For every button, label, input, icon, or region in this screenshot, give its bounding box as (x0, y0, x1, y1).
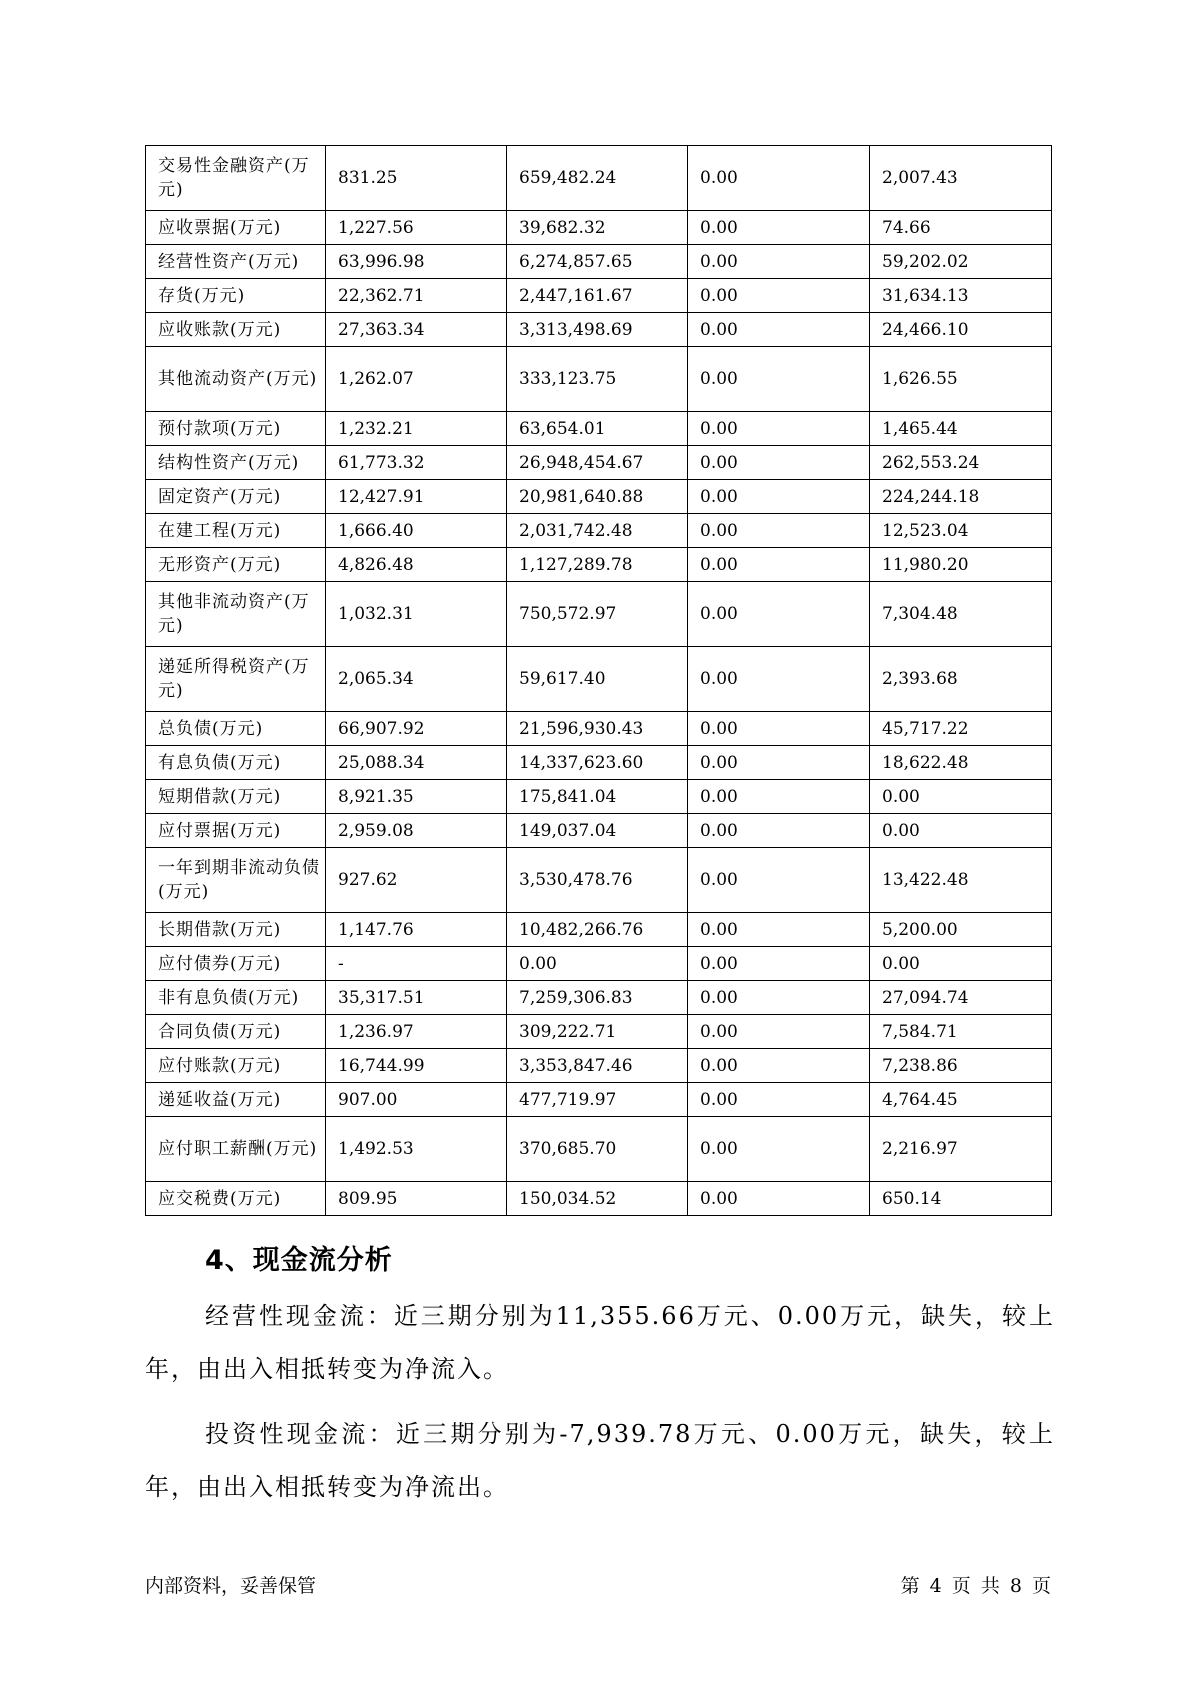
table-row (146, 514, 1052, 548)
value-cell: 907.00 (326, 1083, 507, 1117)
row-label-cell: 长期借款(万元) (146, 913, 326, 947)
value-cell: 0.00 (688, 514, 870, 548)
section-heading: 4、现金流分析 (205, 1245, 393, 1276)
value-cell: 370,685.70 (507, 1117, 688, 1182)
row-label-cell: 有息负债(万元) (146, 746, 326, 780)
value-cell: 11,980.20 (870, 548, 1052, 582)
value-cell: 1,227.56 (326, 211, 507, 245)
value-cell: 2,393.68 (870, 647, 1052, 712)
value-cell: 66,907.92 (326, 712, 507, 746)
value-cell: 1,626.55 (870, 347, 1052, 412)
value-cell: 25,088.34 (326, 746, 507, 780)
table-row (146, 480, 1052, 514)
value-cell: 3,353,847.46 (507, 1049, 688, 1083)
value-cell: 1,127,289.78 (507, 548, 688, 582)
value-cell: 7,259,306.83 (507, 981, 688, 1015)
value-cell: 0.00 (688, 313, 870, 347)
row-label-cell: 应付票据(万元) (146, 814, 326, 848)
value-cell: 4,764.45 (870, 1083, 1052, 1117)
value-cell: 7,238.86 (870, 1049, 1052, 1083)
value-cell: 10,482,266.76 (507, 913, 688, 947)
value-cell: 175,841.04 (507, 780, 688, 814)
row-label-cell: 无形资产(万元) (146, 548, 326, 582)
value-cell: 149,037.04 (507, 814, 688, 848)
value-cell: 22,362.71 (326, 279, 507, 313)
value-cell: 750,572.97 (507, 582, 688, 647)
row-label-cell: 非有息负债(万元) (146, 981, 326, 1015)
table-row (146, 245, 1052, 279)
value-cell: 0.00 (870, 780, 1052, 814)
table-row (146, 582, 1052, 647)
value-cell: 1,232.21 (326, 412, 507, 446)
table-row (146, 913, 1052, 947)
value-cell: 0.00 (688, 1015, 870, 1049)
value-cell: 0.00 (688, 446, 870, 480)
row-label-cell: 一年到期非流动负债(万元) (146, 848, 326, 913)
value-cell: 0.00 (688, 347, 870, 412)
value-cell: 2,007.43 (870, 146, 1052, 211)
paragraph-operating-cash-flow: 经营性现金流：近三期分别为11,355.66万元、0.00万元，缺失，较上年，由出入相抵转变为净流入。 (145, 1302, 1055, 1383)
table-row (146, 1182, 1052, 1216)
value-cell: 7,304.48 (870, 582, 1052, 647)
value-cell: 1,147.76 (326, 913, 507, 947)
value-cell: 0.00 (688, 548, 870, 582)
value-cell: 831.25 (326, 146, 507, 211)
row-label-cell: 经营性资产(万元) (146, 245, 326, 279)
row-label-cell: 递延所得税资产(万元) (146, 647, 326, 712)
value-cell: 4,826.48 (326, 548, 507, 582)
value-cell: 2,065.34 (326, 647, 507, 712)
value-cell: 0.00 (688, 712, 870, 746)
paragraph-investing-cash-flow: 投资性现金流：近三期分别为-7,939.78万元、0.00万元，缺失，较上年，由出入相抵转变为净流出。 (145, 1420, 1055, 1501)
value-cell: 3,530,478.76 (507, 848, 688, 913)
value-cell: 45,717.22 (870, 712, 1052, 746)
value-cell: 26,948,454.67 (507, 446, 688, 480)
row-label-cell: 应收票据(万元) (146, 211, 326, 245)
row-label-cell: 预付款项(万元) (146, 412, 326, 446)
table-row (146, 446, 1052, 480)
table-row (146, 1083, 1052, 1117)
value-cell: 24,466.10 (870, 313, 1052, 347)
value-cell: 27,094.74 (870, 981, 1052, 1015)
value-cell: 262,553.24 (870, 446, 1052, 480)
table-row (146, 412, 1052, 446)
row-label-cell: 结构性资产(万元) (146, 446, 326, 480)
value-cell: 27,363.34 (326, 313, 507, 347)
value-cell: 1,465.44 (870, 412, 1052, 446)
table-row (146, 548, 1052, 582)
value-cell: 0.00 (688, 146, 870, 211)
row-label-cell: 交易性金融资产(万元) (146, 146, 326, 211)
value-cell: 0.00 (688, 1083, 870, 1117)
row-label-cell: 应付职工薪酬(万元) (146, 1117, 326, 1182)
table-row (146, 814, 1052, 848)
value-cell: 0.00 (507, 947, 688, 981)
value-cell: 59,202.02 (870, 245, 1052, 279)
row-label-cell: 固定资产(万元) (146, 480, 326, 514)
value-cell: 6,274,857.65 (507, 245, 688, 279)
value-cell: 21,596,930.43 (507, 712, 688, 746)
table-row (146, 746, 1052, 780)
table-row (146, 211, 1052, 245)
value-cell: 0.00 (688, 211, 870, 245)
value-cell: 12,523.04 (870, 514, 1052, 548)
value-cell: 31,634.13 (870, 279, 1052, 313)
row-label-cell: 应付账款(万元) (146, 1049, 326, 1083)
value-cell: 0.00 (688, 1182, 870, 1216)
row-label-cell: 合同负债(万元) (146, 1015, 326, 1049)
table-row (146, 347, 1052, 412)
financial-table (145, 145, 1052, 1216)
table-row (146, 780, 1052, 814)
value-cell: 0.00 (688, 814, 870, 848)
footer-confidential-note: 内部资料，妥善保管 (145, 1575, 317, 1597)
value-cell: 7,584.71 (870, 1015, 1052, 1049)
value-cell: 0.00 (688, 780, 870, 814)
value-cell: 0.00 (688, 848, 870, 913)
table-row (146, 313, 1052, 347)
value-cell: 333,123.75 (507, 347, 688, 412)
value-cell: 0.00 (688, 279, 870, 313)
value-cell: - (326, 947, 507, 981)
value-cell: 0.00 (688, 582, 870, 647)
value-cell: 0.00 (688, 1049, 870, 1083)
row-label-cell: 存货(万元) (146, 279, 326, 313)
value-cell: 0.00 (688, 947, 870, 981)
value-cell: 1,262.07 (326, 347, 507, 412)
value-cell: 1,236.97 (326, 1015, 507, 1049)
value-cell: 12,427.91 (326, 480, 507, 514)
value-cell: 20,981,640.88 (507, 480, 688, 514)
value-cell: 35,317.51 (326, 981, 507, 1015)
value-cell: 2,031,742.48 (507, 514, 688, 548)
value-cell: 1,492.53 (326, 1117, 507, 1182)
value-cell: 13,422.48 (870, 848, 1052, 913)
value-cell: 61,773.32 (326, 446, 507, 480)
value-cell: 0.00 (688, 647, 870, 712)
value-cell: 74.66 (870, 211, 1052, 245)
value-cell: 14,337,623.60 (507, 746, 688, 780)
row-label-cell: 应付债券(万元) (146, 947, 326, 981)
table-row (146, 146, 1052, 211)
value-cell: 2,447,161.67 (507, 279, 688, 313)
table-row (146, 947, 1052, 981)
value-cell: 18,622.48 (870, 746, 1052, 780)
value-cell: 5,200.00 (870, 913, 1052, 947)
table-row (146, 981, 1052, 1015)
row-label-cell: 在建工程(万元) (146, 514, 326, 548)
value-cell: 0.00 (688, 746, 870, 780)
value-cell: 2,216.97 (870, 1117, 1052, 1182)
value-cell: 1,666.40 (326, 514, 507, 548)
value-cell: 477,719.97 (507, 1083, 688, 1117)
row-label-cell: 应收账款(万元) (146, 313, 326, 347)
value-cell: 0.00 (688, 412, 870, 446)
table-row (146, 848, 1052, 913)
table-row (146, 1015, 1052, 1049)
value-cell: 8,921.35 (326, 780, 507, 814)
value-cell: 659,482.24 (507, 146, 688, 211)
table-row (146, 712, 1052, 746)
value-cell: 809.95 (326, 1182, 507, 1216)
table-row (146, 1117, 1052, 1182)
value-cell: 309,222.71 (507, 1015, 688, 1049)
table-row (146, 279, 1052, 313)
value-cell: 0.00 (870, 814, 1052, 848)
table-row (146, 647, 1052, 712)
value-cell: 1,032.31 (326, 582, 507, 647)
value-cell: 0.00 (688, 981, 870, 1015)
financial-table-body (146, 146, 1052, 1216)
row-label-cell: 应交税费(万元) (146, 1182, 326, 1216)
value-cell: 0.00 (688, 245, 870, 279)
row-label-cell: 总负债(万元) (146, 712, 326, 746)
value-cell: 0.00 (870, 947, 1052, 981)
table-row (146, 1049, 1052, 1083)
value-cell: 0.00 (688, 913, 870, 947)
value-cell: 0.00 (688, 1117, 870, 1182)
footer-page-number: 第 4 页 共 8 页 (900, 1575, 1051, 1597)
value-cell: 63,996.98 (326, 245, 507, 279)
value-cell: 3,313,498.69 (507, 313, 688, 347)
value-cell: 150,034.52 (507, 1182, 688, 1216)
value-cell: 16,744.99 (326, 1049, 507, 1083)
value-cell: 224,244.18 (870, 480, 1052, 514)
row-label-cell: 其他非流动资产(万元) (146, 582, 326, 647)
value-cell: 650.14 (870, 1182, 1052, 1216)
row-label-cell: 其他流动资产(万元) (146, 347, 326, 412)
value-cell: 59,617.40 (507, 647, 688, 712)
value-cell: 63,654.01 (507, 412, 688, 446)
row-label-cell: 递延收益(万元) (146, 1083, 326, 1117)
value-cell: 0.00 (688, 480, 870, 514)
value-cell: 927.62 (326, 848, 507, 913)
row-label-cell: 短期借款(万元) (146, 780, 326, 814)
value-cell: 2,959.08 (326, 814, 507, 848)
value-cell: 39,682.32 (507, 211, 688, 245)
